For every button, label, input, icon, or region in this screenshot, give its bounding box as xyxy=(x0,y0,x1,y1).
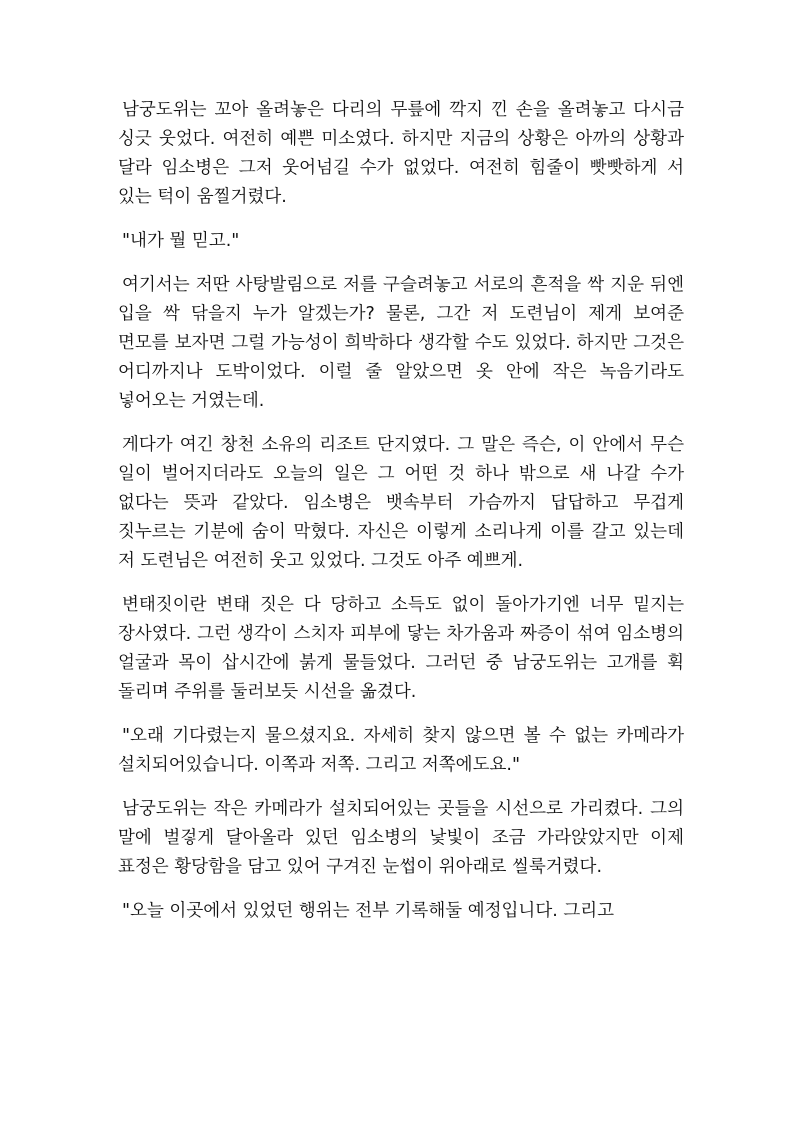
paragraph: 변태짓이란 변태 짓은 다 당하고 소득도 없이 돌아가기엔 너무 밑지는 장사였다. 그런 생각이 스치자 피부에 닿는 차가움과 짜증이 섞여 임소병의 얼굴과 목이 삽시간에 붉게 물들었다. 그러던 중 남궁도위는 고개를 휙 돌리며 주위를 둘러보듯 시선을 옮겼다. xyxy=(118,595,684,702)
paragraph: "오늘 이곳에서 있었던 행위는 전부 기록해둘 예정입니다. 그리고 xyxy=(122,901,615,921)
document-body xyxy=(118,96,684,941)
paragraph: 게다가 여긴 창천 소유의 리조트 단지였다. 그 말은 즉슨, 이 안에서 무슨 일이 벌어지더라도 오늘의 일은 그 어떤 것 하나 밖으로 새 나갈 수가 없다는 뜻과 같았다. 임소병은 뱃속부터 가슴까지 답답하고 무겁게 짓누르는 기분에 숨이 막혔다. 자신은 이렇게 소리나게 이를 갈고 있는데 저 도련님은 여전히 웃고 있었다. 그것도 아주 예쁘게. xyxy=(118,435,684,571)
paragraph: 남궁도위는 작은 카메라가 설치되어있는 곳들을 시선으로 가리켰다. 그의 말에 벌겋게 달아올라 있던 임소병의 낯빛이 조금 가라앉았지만 이제 표정은 황당함을 담고 있어 구겨진 눈썹이 위아래로 씰룩거렸다. xyxy=(118,799,684,877)
paragraph: 여기서는 저딴 사탕발림으로 저를 구슬려놓고 서로의 흔적을 싹 지운 뒤엔 입을 싹 닦을지 누가 알겠는가? 물론, 그간 저 도련님이 제게 보여준 면모를 보자면 그럴 가능성이 희박하다 생각할 수도 있었다. 하지만 그것은 어디까지나 도박이었다. 이럴 줄 알았으면 옷 안에 작은 녹음기라도 넣어오는 거였는데. xyxy=(118,275,684,411)
paragraph: 남궁도위는 꼬아 올려놓은 다리의 무릎에 깍지 낀 손을 올려놓고 다시금 싱긋 웃었다. 여전히 예쁜 미소였다. 하지만 지금의 상황은 아까의 상황과 달라 임소병은 그저 웃어넘길 수가 없었다. 여전히 힘줄이 빳빳하게 서 있는 턱이 움찔거렸다. xyxy=(118,100,684,207)
paragraph: "오래 기다렸는지 물으셨지요. 자세히 찾지 않으면 볼 수 없는 카메라가 설치되어있습니다. 이쪽과 저쪽. 그리고 저쪽에도요." xyxy=(118,726,684,775)
paragraph: "내가 뭘 믿고." xyxy=(122,231,240,251)
